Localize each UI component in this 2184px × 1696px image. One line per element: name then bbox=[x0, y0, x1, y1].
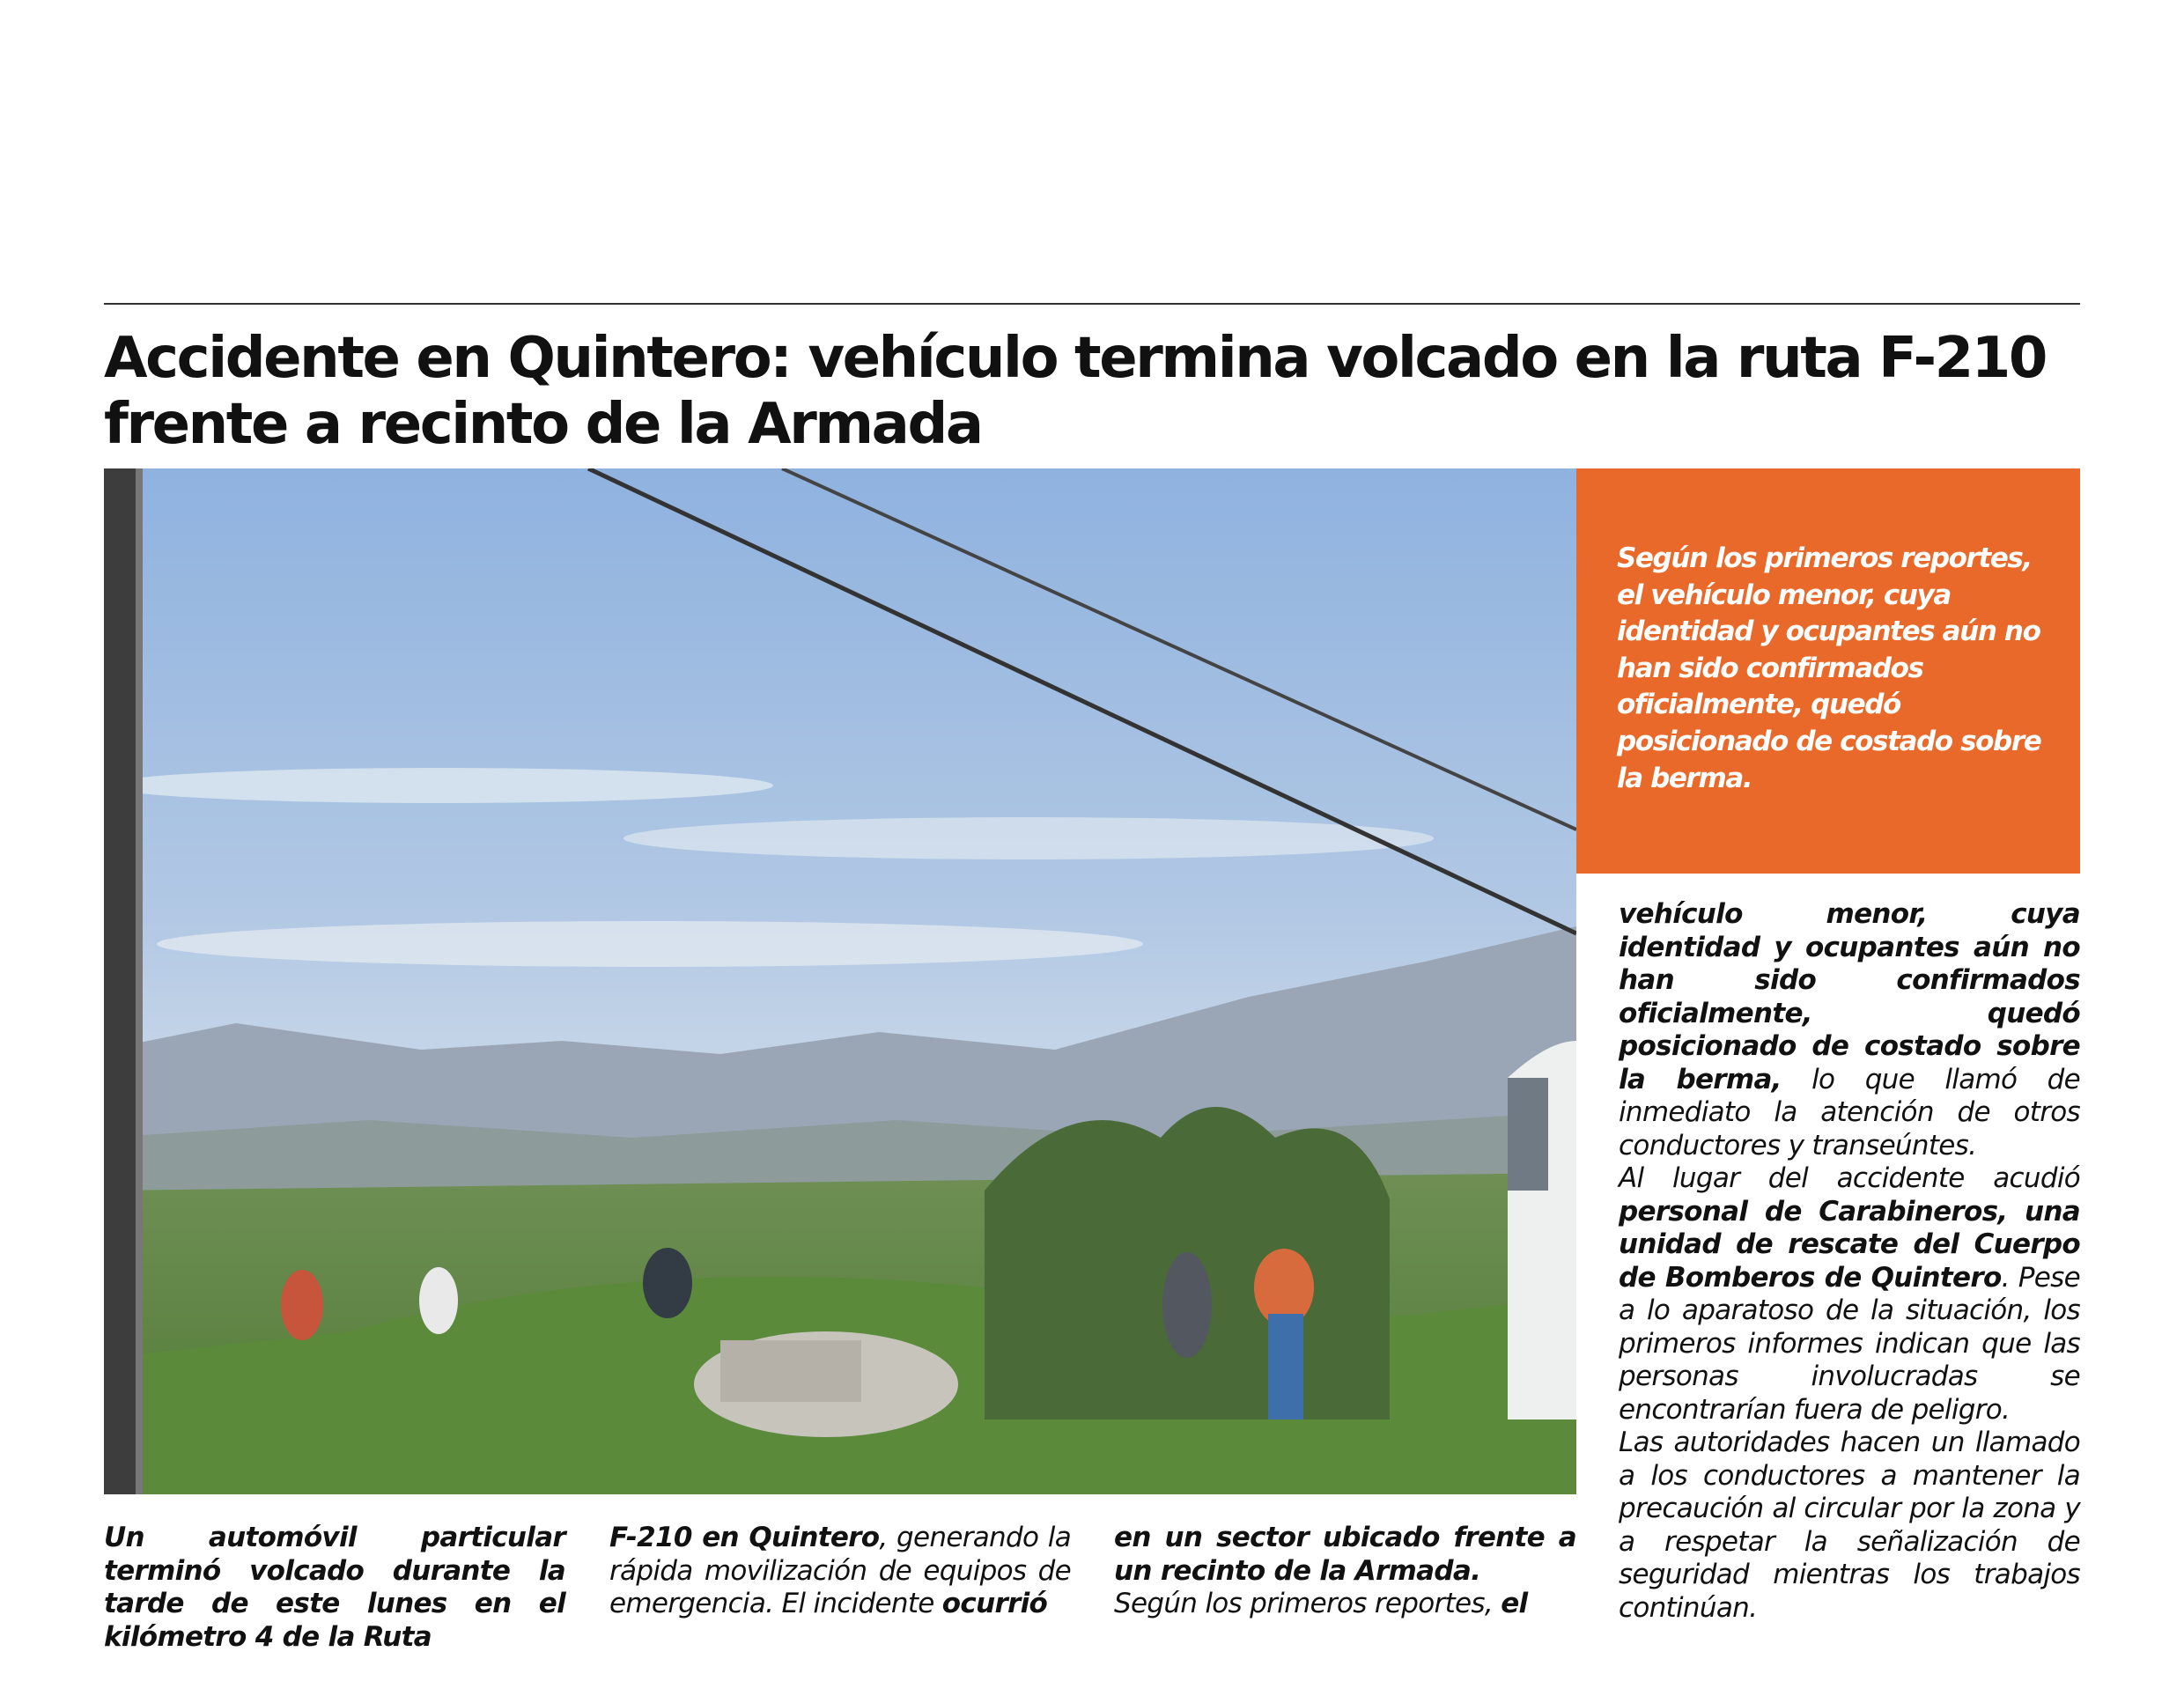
bold-text: el bbox=[1501, 1588, 1528, 1619]
bold-text: F-210 en Quintero bbox=[609, 1522, 880, 1553]
article-column-2 bbox=[609, 1522, 1071, 1621]
bold-text: ocurrió bbox=[941, 1588, 1048, 1619]
pull-quote: Según los primeros reportes, el vehículo menor, cuya identidad y ocupantes aún no han sido confirmados oficialmente, quedó posicionado de costado sobre la berma. bbox=[1617, 542, 2041, 794]
body-text: Al lugar del accidente acudió bbox=[1619, 1162, 2080, 1194]
pull-quote-box bbox=[1576, 468, 2080, 874]
lead-text: Un automóvil particular terminó volcado durante la tarde de este lunes en el kilómetro 4 de la Ruta bbox=[104, 1522, 565, 1653]
bold-text: personal de Carabineros, una unidad de rescate del Cuerpo de Bomberos de Quintero bbox=[1619, 1195, 2080, 1294]
accident-photo bbox=[104, 468, 1576, 1494]
article-column-1 bbox=[104, 1522, 565, 1654]
headline: Accidente en Quintero: vehículo termina volcado en la ruta F-210 frente a recinto de la Armada bbox=[104, 326, 2047, 457]
body-text: lo que llamó de inmediato la atención de otros conductores y transeúntes. bbox=[1619, 1063, 2080, 1161]
paragraph bbox=[1619, 1162, 2080, 1427]
top-rule bbox=[104, 303, 2080, 305]
body-text: . Pese a lo aparatoso de la situación, los primeros informes indican que las personas involucradas se encontrarían fuera de peligro. bbox=[1619, 1261, 2080, 1426]
bold-text: vehículo menor, cuya identidad y ocupantes aún no han sido confirmados oficialmente, quedó posicionado de costado sobre la berma, bbox=[1619, 898, 2080, 1095]
article-column-4 bbox=[1619, 898, 2080, 1625]
paragraph bbox=[1619, 898, 2080, 1162]
body-text: , generando la rápida movilización de equipos de emergencia. El incidente bbox=[609, 1522, 1071, 1619]
body-text: Según los primeros reportes, bbox=[1114, 1588, 1502, 1619]
article-column-3 bbox=[1114, 1522, 1576, 1621]
bold-text: en un sector ubicado frente a un recinto de la Armada. bbox=[1114, 1522, 1576, 1587]
paragraph: Las autoridades hacen un llamado a los conductores a mantener la precaución al circular por la zona y a respetar la señalización de seguridad mientras los trabajos continúan. bbox=[1619, 1427, 2080, 1624]
